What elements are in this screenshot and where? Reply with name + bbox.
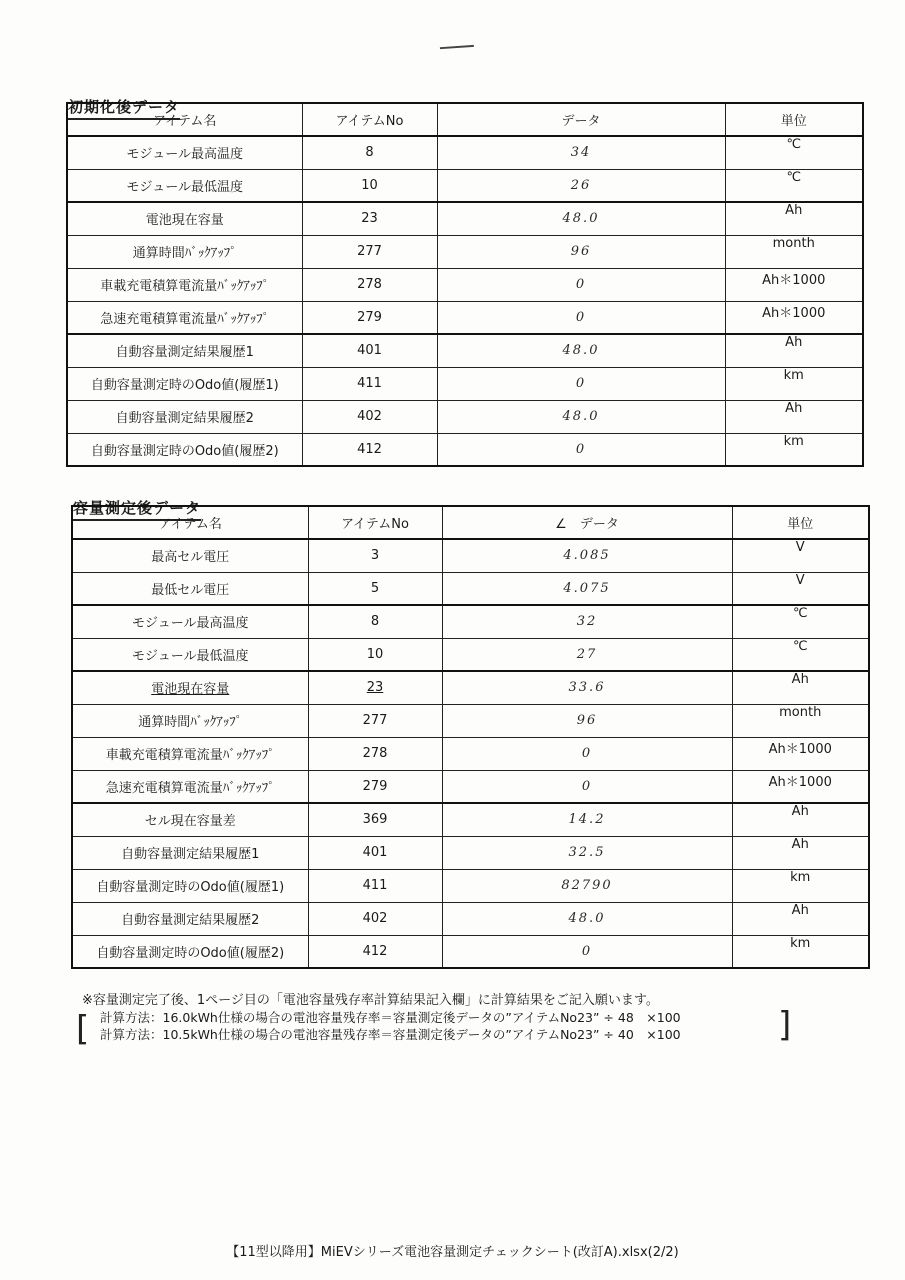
section-title-initialized: 初期化後データ — [68, 96, 180, 120]
handwritten-value: 4.075 — [442, 572, 732, 605]
item-name: 自動容量測定結果履歴2 — [72, 902, 308, 935]
item-unit: km — [725, 433, 863, 466]
table-row — [67, 136, 863, 169]
item-name: モジュール最高温度 — [72, 605, 308, 638]
item-unit: Ah — [725, 400, 863, 433]
item-name: 通算時間ﾊﾞｯｸｱｯﾌﾟ — [67, 235, 302, 268]
handwritten-value: 14.2 — [442, 803, 732, 836]
item-no: 401 — [302, 334, 437, 367]
table-row — [72, 869, 869, 902]
handwritten-value: 96 — [437, 235, 725, 268]
handwritten-value: 0 — [437, 301, 725, 334]
item-name: 自動容量測定時のOdo値(履歴1) — [72, 869, 308, 902]
header-data: ∠ データ — [442, 506, 732, 539]
item-unit: Ah — [725, 202, 863, 235]
bracket-left: [ — [76, 1009, 90, 1049]
table-header-row — [72, 506, 869, 539]
item-unit: Ah — [732, 902, 869, 935]
item-unit: V — [732, 539, 869, 572]
item-unit: km — [732, 935, 869, 968]
item-unit: Ah＊1000 — [725, 268, 863, 301]
item-unit: ℃ — [725, 169, 863, 202]
table-row — [67, 400, 863, 433]
item-unit: month — [732, 704, 869, 737]
item-no: 411 — [302, 367, 437, 400]
header-item-name: アイテム名 — [72, 506, 308, 539]
page-mark — [440, 45, 474, 52]
handwritten-value: 96 — [442, 704, 732, 737]
handwritten-value: 0 — [442, 935, 732, 968]
table-header-row — [67, 103, 863, 136]
handwritten-value: 32 — [442, 605, 732, 638]
item-no: 402 — [302, 400, 437, 433]
header-item-name: アイテム名 — [67, 103, 302, 136]
notes-block — [82, 992, 681, 1043]
item-no: 401 — [308, 836, 442, 869]
table-row — [72, 704, 869, 737]
item-name: 車載充電積算電流量ﾊﾞｯｸｱｯﾌﾟ — [72, 737, 308, 770]
table-row — [67, 433, 863, 466]
item-unit: Ah — [725, 334, 863, 367]
item-unit: Ah＊1000 — [725, 301, 863, 334]
item-name: モジュール最低温度 — [67, 169, 302, 202]
item-unit: Ah＊1000 — [732, 770, 869, 803]
item-no: 23 — [302, 202, 437, 235]
item-no: 411 — [308, 869, 442, 902]
header-unit: 単位 — [732, 506, 869, 539]
table-row — [72, 638, 869, 671]
table-row — [72, 539, 869, 572]
item-unit: Ah — [732, 836, 869, 869]
header-data: データ — [437, 103, 725, 136]
item-no: 412 — [302, 433, 437, 466]
item-no: 8 — [308, 605, 442, 638]
handwritten-value: 48.0 — [442, 902, 732, 935]
handwritten-value: 32.5 — [442, 836, 732, 869]
item-name: 急速充電積算電流量ﾊﾞｯｸｱｯﾌﾟ — [72, 770, 308, 803]
item-unit: ℃ — [732, 605, 869, 638]
table-row — [72, 671, 869, 704]
table-row — [72, 605, 869, 638]
handwritten-value: 82790 — [442, 869, 732, 902]
item-no: 278 — [302, 268, 437, 301]
item-no: 10 — [308, 638, 442, 671]
item-no: 402 — [308, 902, 442, 935]
section-title-after-measurement: 容量測定後データ — [73, 497, 201, 521]
table-row — [67, 367, 863, 400]
item-no: 278 — [308, 737, 442, 770]
handwritten-value: 0 — [437, 268, 725, 301]
item-no: 8 — [302, 136, 437, 169]
item-name: 最低セル電圧 — [72, 572, 308, 605]
item-no: 5 — [308, 572, 442, 605]
after-measurement-data-table — [71, 505, 870, 969]
note-calc-10kwh: 計算方法：10.5kWh仕様の場合の電池容量残存率＝容量測定後データの”アイテムNo23” ÷ 40 ×100 — [100, 1027, 681, 1042]
note-calc-16kwh: 計算方法：16.0kWh仕様の場合の電池容量残存率＝容量測定後データの”アイテムNo23” ÷ 48 ×100 — [100, 1010, 681, 1025]
note-instruction: ※容量測定完了後、1ページ目の「電池容量残存率計算結果記入欄」に計算結果をご記入願います。 — [82, 993, 659, 1008]
item-name: セル現在容量差 — [72, 803, 308, 836]
item-name: 自動容量測定時のOdo値(履歴1) — [67, 367, 302, 400]
handwritten-value: 0 — [437, 433, 725, 466]
item-no: 277 — [302, 235, 437, 268]
handwritten-value: 34 — [437, 136, 725, 169]
bracket-right: ] — [778, 1005, 792, 1045]
handwritten-value: 26 — [437, 169, 725, 202]
item-name: 最高セル電圧 — [72, 539, 308, 572]
item-unit: Ah＊1000 — [732, 737, 869, 770]
table-row — [67, 301, 863, 334]
item-unit: Ah — [732, 803, 869, 836]
handwritten-value: 4.085 — [442, 539, 732, 572]
table-row — [67, 235, 863, 268]
item-unit: km — [725, 367, 863, 400]
item-name: 自動容量測定結果履歴2 — [67, 400, 302, 433]
table-row — [72, 935, 869, 968]
handwritten-value: 27 — [442, 638, 732, 671]
header-item-no: アイテムNo — [302, 103, 437, 136]
header-unit: 単位 — [725, 103, 863, 136]
handwritten-value: 48.0 — [437, 334, 725, 367]
header-item-no: アイテムNo — [308, 506, 442, 539]
item-name: 自動容量測定時のOdo値(履歴2) — [72, 935, 308, 968]
item-no: 412 — [308, 935, 442, 968]
table-row — [72, 836, 869, 869]
table-row — [72, 572, 869, 605]
item-name: モジュール最低温度 — [72, 638, 308, 671]
handwritten-value: 48.0 — [437, 202, 725, 235]
item-no: 277 — [308, 704, 442, 737]
footer-filename: 【11型以降用】MiEVシリーズ電池容量測定チェックシート(改訂A).xlsx(2/2) — [226, 1245, 679, 1260]
item-no: 10 — [302, 169, 437, 202]
table-row — [72, 737, 869, 770]
handwritten-value: 0 — [437, 367, 725, 400]
table-row — [72, 902, 869, 935]
item-name: 自動容量測定結果履歴1 — [67, 334, 302, 367]
table-row — [67, 202, 863, 235]
table-row — [72, 803, 869, 836]
table-row — [67, 334, 863, 367]
item-no: 279 — [308, 770, 442, 803]
item-unit: km — [732, 869, 869, 902]
table-row — [67, 268, 863, 301]
table-row — [72, 770, 869, 803]
item-name: 急速充電積算電流量ﾊﾞｯｸｱｯﾌﾟ — [67, 301, 302, 334]
handwritten-value: 0 — [442, 737, 732, 770]
handwritten-value: 0 — [442, 770, 732, 803]
item-unit: Ah — [732, 671, 869, 704]
item-no: 23 — [308, 671, 442, 704]
item-name: 電池現在容量 — [72, 671, 308, 704]
initialized-data-table — [66, 102, 864, 467]
item-name: 自動容量測定時のOdo値(履歴2) — [67, 433, 302, 466]
item-unit: month — [725, 235, 863, 268]
item-no: 369 — [308, 803, 442, 836]
item-unit: V — [732, 572, 869, 605]
handwritten-value: 48.0 — [437, 400, 725, 433]
item-name: 車載充電積算電流量ﾊﾞｯｸｱｯﾌﾟ — [67, 268, 302, 301]
item-no: 3 — [308, 539, 442, 572]
item-unit: ℃ — [725, 136, 863, 169]
item-name: モジュール最高温度 — [67, 136, 302, 169]
item-no: 279 — [302, 301, 437, 334]
item-name: 電池現在容量 — [67, 202, 302, 235]
item-name: 自動容量測定結果履歴1 — [72, 836, 308, 869]
handwritten-value: 33.6 — [442, 671, 732, 704]
table-row — [67, 169, 863, 202]
item-unit: ℃ — [732, 638, 869, 671]
item-name: 通算時間ﾊﾞｯｸｱｯﾌﾟ — [72, 704, 308, 737]
